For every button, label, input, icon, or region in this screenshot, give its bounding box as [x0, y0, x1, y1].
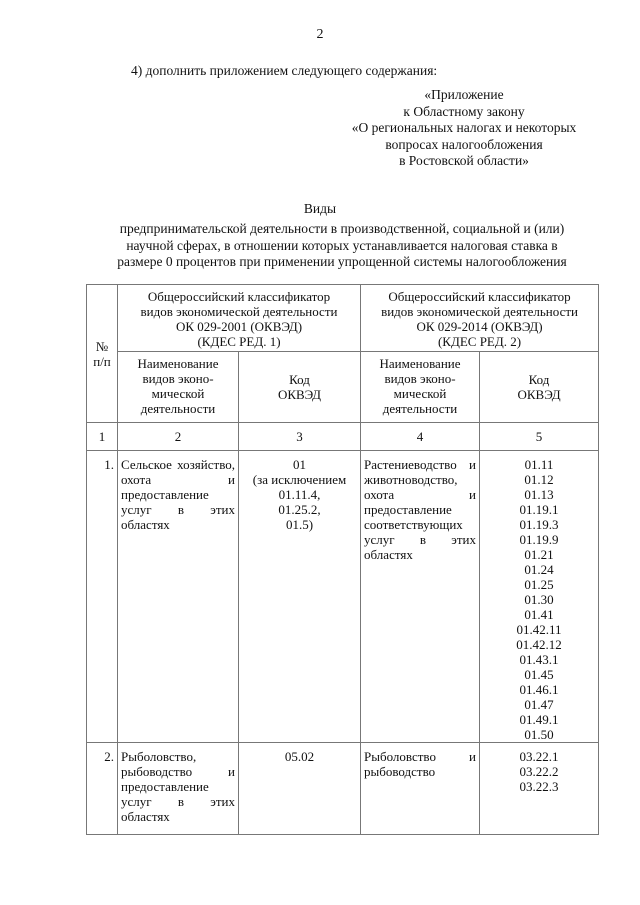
appendix-line: вопросах налогообложения	[385, 136, 543, 152]
code-2001-header: Код ОКВЭД	[239, 352, 361, 423]
activity-name-2001: Сельское хозяйство, охота и предоставление услуг в этих областях	[118, 451, 239, 743]
appendix-header	[330, 87, 598, 170]
subtitle-line: предпринимательской деятельности в производственной, социальной и (или)	[119, 221, 565, 236]
classifier-2001-header: Общероссийский классификатор видов экономической деятельности ОК 029-2001 (ОКВЭД) (КДЕС РЕД. 1)	[118, 285, 361, 352]
column-index: 3	[239, 423, 361, 451]
okved-code-2001: 01 (за исключением 01.11.4, 01.25.2, 01.5)	[239, 451, 361, 743]
okved-code-2001: 05.02	[239, 743, 361, 835]
column-index: 5	[480, 423, 599, 451]
okved-code-2014: 03.22.1 03.22.2 03.22.3	[480, 743, 599, 835]
table-row	[87, 451, 599, 743]
name-2014-header: Наименование видов эконо- мической деятельности	[361, 352, 480, 423]
document-subtitle	[86, 221, 598, 271]
appendix-line: «О региональных налогах и некоторых	[351, 120, 577, 135]
appendix-line: «Приложение	[424, 87, 504, 102]
activity-name-2014: Рыболовство и рыбоводство	[361, 743, 480, 835]
okved-code-2014: 01.11 01.12 01.13 01.19.1 01.19.3 01.19.9 01.21 01.24 01.25 01.30 01.41 01.42.11 01.42.12 01.43.1 01.45 01.46.1 01.47 01.49.1 01.50	[480, 451, 599, 743]
page-number: 2	[316, 27, 324, 42]
subtitle-line: научной сферах, в отношении которых устанавливается налоговая ставка в	[126, 237, 558, 253]
document-heading: Виды	[303, 201, 337, 216]
table-row	[87, 743, 599, 835]
activity-name-2014: Растениеводство и животноводство, охота и предоставление соответствующих услуг в этих областях	[361, 451, 480, 743]
column-index: 1	[87, 423, 118, 451]
table-header-row	[87, 285, 599, 352]
intro-paragraph: 4) дополнить приложением следующего содержания:	[131, 63, 438, 78]
name-2001-header: Наименование видов эконо- мической деятельности	[118, 352, 239, 423]
activities-table	[86, 284, 599, 835]
col-num-header: № п/п	[87, 285, 118, 423]
activity-name-2001: Рыболовство, рыбоводство и предоставление услуг в этих областях	[118, 743, 239, 835]
table-subheader-row	[87, 352, 599, 423]
column-index: 2	[118, 423, 239, 451]
appendix-line: к Областному закону	[403, 103, 525, 119]
appendix-line: в Ростовской области»	[399, 153, 529, 168]
row-number: 1.	[87, 451, 118, 743]
subtitle-line: размере 0 процентов при применении упрощенной системы налогообложения	[117, 254, 567, 269]
code-2014-header: Код ОКВЭД	[480, 352, 599, 423]
classifier-2014-header: Общероссийский классификатор видов экономической деятельности ОК 029-2014 (ОКВЭД) (КДЕС РЕД. 2)	[361, 285, 599, 352]
column-index: 4	[361, 423, 480, 451]
column-index-row	[87, 423, 599, 451]
row-number: 2.	[87, 743, 118, 835]
